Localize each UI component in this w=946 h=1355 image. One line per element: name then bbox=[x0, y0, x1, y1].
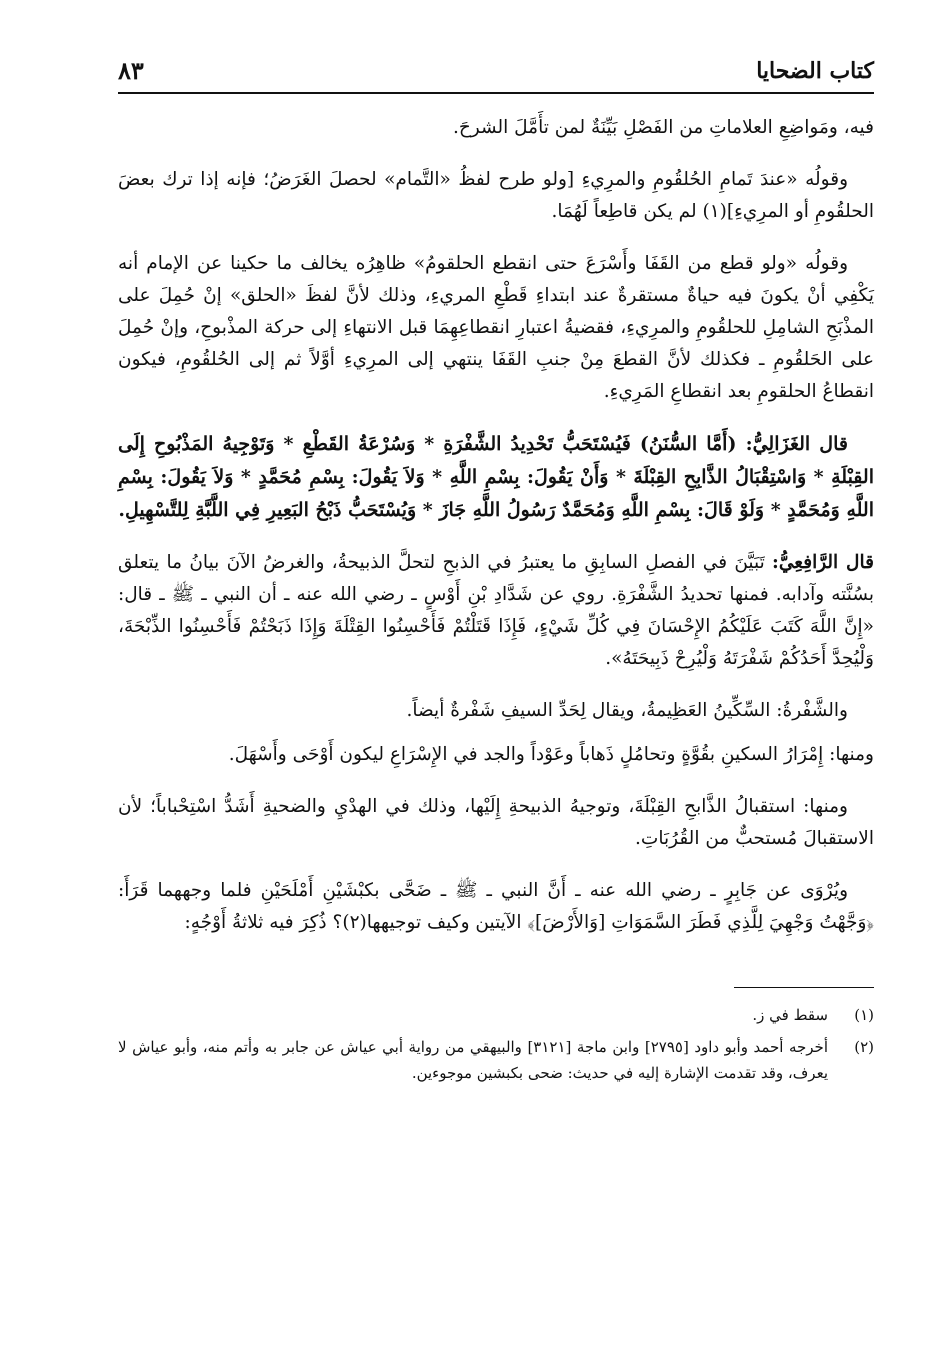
paragraph: والشَّفْرةُ: السِّكِّينُ العَظِيمةُ، ويقال لِحَدِّ السيفِ شَفْرةٌ أيضاً. bbox=[406, 700, 848, 721]
footnote-text: أخرجه أحمد وأبو داود [٢٧٩٥] وابن ماجة [٣١٢١] والبيهقي من رواية أبي عياش عن جابر به وأتم منه، وأبو عياش لا يعرف، وقد تقدمت الإشارة إليه في حديث: ضحى بكبشين موجوءين. bbox=[118, 1038, 828, 1082]
book-title: كتاب الضحايا bbox=[756, 58, 874, 84]
footnote bbox=[118, 1002, 874, 1028]
running-header bbox=[118, 52, 874, 94]
book-page bbox=[118, 52, 874, 1332]
paragraph: ويُرْوَى عن جَابِرٍ ـ رضي الله عنه ـ أَنَّ النبي ـ ﷺ ـ ضَحَّى بكبْشَيْنِ أَمْلَحَيْنِ فلما وجههما قَرَأَ: ﴿وَجَّهْتُ وَجْهِيَ لِلَّذِي فَطَرَ السَّمَوَاتِ [وَالأَرْضَ]﴾ الآيتين وكيف توجيهها(٢)؟ ذُكِرَ فيه ثلاثةُ أَوْجُهٍ: bbox=[118, 880, 874, 933]
paragraph: وقولُه «عندَ تَمامِ الحُلقُومِ والمرِيءِ [ولو طرح لفظُ «التَّمام» لحصلَ الغَرَضُ؛ فإنه إذا ترك بعضَ الحلقُومِ أو المرِيءِ](١) لم يكن قاطِعاً لَهُمَا. bbox=[118, 169, 874, 222]
page-number: ٨٣ bbox=[118, 56, 144, 85]
main-text bbox=[118, 112, 874, 939]
commentary-text: تَبَيَّنَ في الفصلِ السابِقِ ما يعتبرُ في الذبحِ لتحلَّ الذبيحةُ، والغرضُ الآنَ بيانُ ما يتعلق بسُنَّته وآدابه. فمنها تحديدُ الشَّفْرَةِ. روي عن شَدَّادِ بْنِ أَوْسٍ ـ رضي الله عنه ـ أن النبي ـ ﷺ ـ قال: «إِنَّ اللَّهَ كَتَبَ عَلَيْكُمُ الإِحْسَانَ فِي كُلِّ شَيْءٍ، فَإِذَا قَتَلْتُمْ فَأَحْسِنُوا القِتْلَةَ وَإِذَا ذَبَحْتُمْ فَأَحْسِنُوا الذِّبْحَةَ، وَلْيُحِدَّ أَحَدُكُمْ شَفْرَتَهُ وَلْيُرِحْ ذَبِيحَتَهُ». bbox=[118, 552, 874, 669]
quote-text: (أَمَّا السُّنَنُ) فَيُسْتَحَبُّ تَحْدِيدُ الشَّفْرَةِ * وَسُرْعَةُ القَطْعِ * وَتَوْجِيهُ المَذْبُوحِ إِلَى القِبْلَةِ * وَاسْتِقْبَالُ الذَّابِحِ القِبْلَةَ * وَأَنْ يَقُولَ: بِسْمِ اللَّهِ * وَلاَ يَقُولَ: بِسْمِ مُحَمَّدٍ * وَلاَ يَقُولَ: بِسْمِ اللَّهِ وَمُحَمَّدٍ * وَلَوْ قَالَ: بِسْمِ اللَّهِ وَمُحَمَّدٌ رَسُولُ اللَّهِ جَازَ * وَيُسْتَحَبُّ ذَبْحُ البَعِيرِ فِي اللَّبَّةِ لِلتَّسْهِيلِ. bbox=[118, 433, 874, 521]
footnote-number: (١) bbox=[854, 1006, 874, 1024]
footnote-number: (٢) bbox=[854, 1038, 874, 1056]
footnote-text: سقط في ز. bbox=[752, 1006, 828, 1024]
paragraph: ومنها: إِمْرَارُ السكينِ بقُوَّةٍ وتحامُلٍ ذَهاباً وعَوْداً والجد في الإِسْرَاعِ ليكون أَوْحَى وأَسْهَلَ. bbox=[228, 744, 874, 765]
speaker-label: قال الغَزَالِيُّ: bbox=[745, 433, 848, 455]
footnote bbox=[118, 1034, 874, 1086]
footnote-divider bbox=[734, 987, 874, 988]
speaker-label: قال الرَّافِعِيُّ: bbox=[772, 552, 874, 573]
footnotes bbox=[118, 1002, 874, 1086]
ghazali-quote bbox=[118, 428, 874, 527]
paragraph: فيه، ومَواضِعِ العلاماتِ من الفَصْلِ بَيِّنَةٌ لمن تأَمَّلَ الشرحَ. bbox=[452, 117, 874, 138]
paragraph: ومنها: استقبالُ الذَّابحِ القِبْلَةَ، وتوجيهُ الذبيحةِ إِلَيْها، وذلك في الهدْيِ والضحيةِ أَشَدُّ اسْتِحْباباً؛ لأن الاستقبالَ مُستحبٌّ من القُرُبَاتِ. bbox=[118, 796, 874, 849]
rafii-commentary bbox=[118, 547, 874, 675]
paragraph: وقولُه «ولو قطع من القَفَا وأَسْرَعَ حتى انقطع الحلقومُ» ظاهِرُه يخالف ما حكينا عن الإمام أنه يَكْفِي أنْ يكونَ فيه حياةٌ مستقرةٌ عند ابتداءِ قَطْعِ المريءِ، وذلك لأنَّ لفظَ «الحلق» إنْ حُمِلَ على المذْبَحِ الشامِلِ للحلقُومِ والمرِيءِ، فقضيةُ اعتبارِ انقطاعِهِمَا قبل الانتهاءِ إلى حركة المذْبوحِ، وإنْ حُمِلَ على الحَلقُومِ ـ فكذلك لأنَّ القطعَ مِنْ جنبِ القَفَا ينتهي إلى المرِيءِ أوَّلاً ثم إلى الحُلقُومِ، فيكون انقطاعُ الحلقومِ بعد انقطاعِ المَرِيءِ. bbox=[118, 253, 874, 402]
